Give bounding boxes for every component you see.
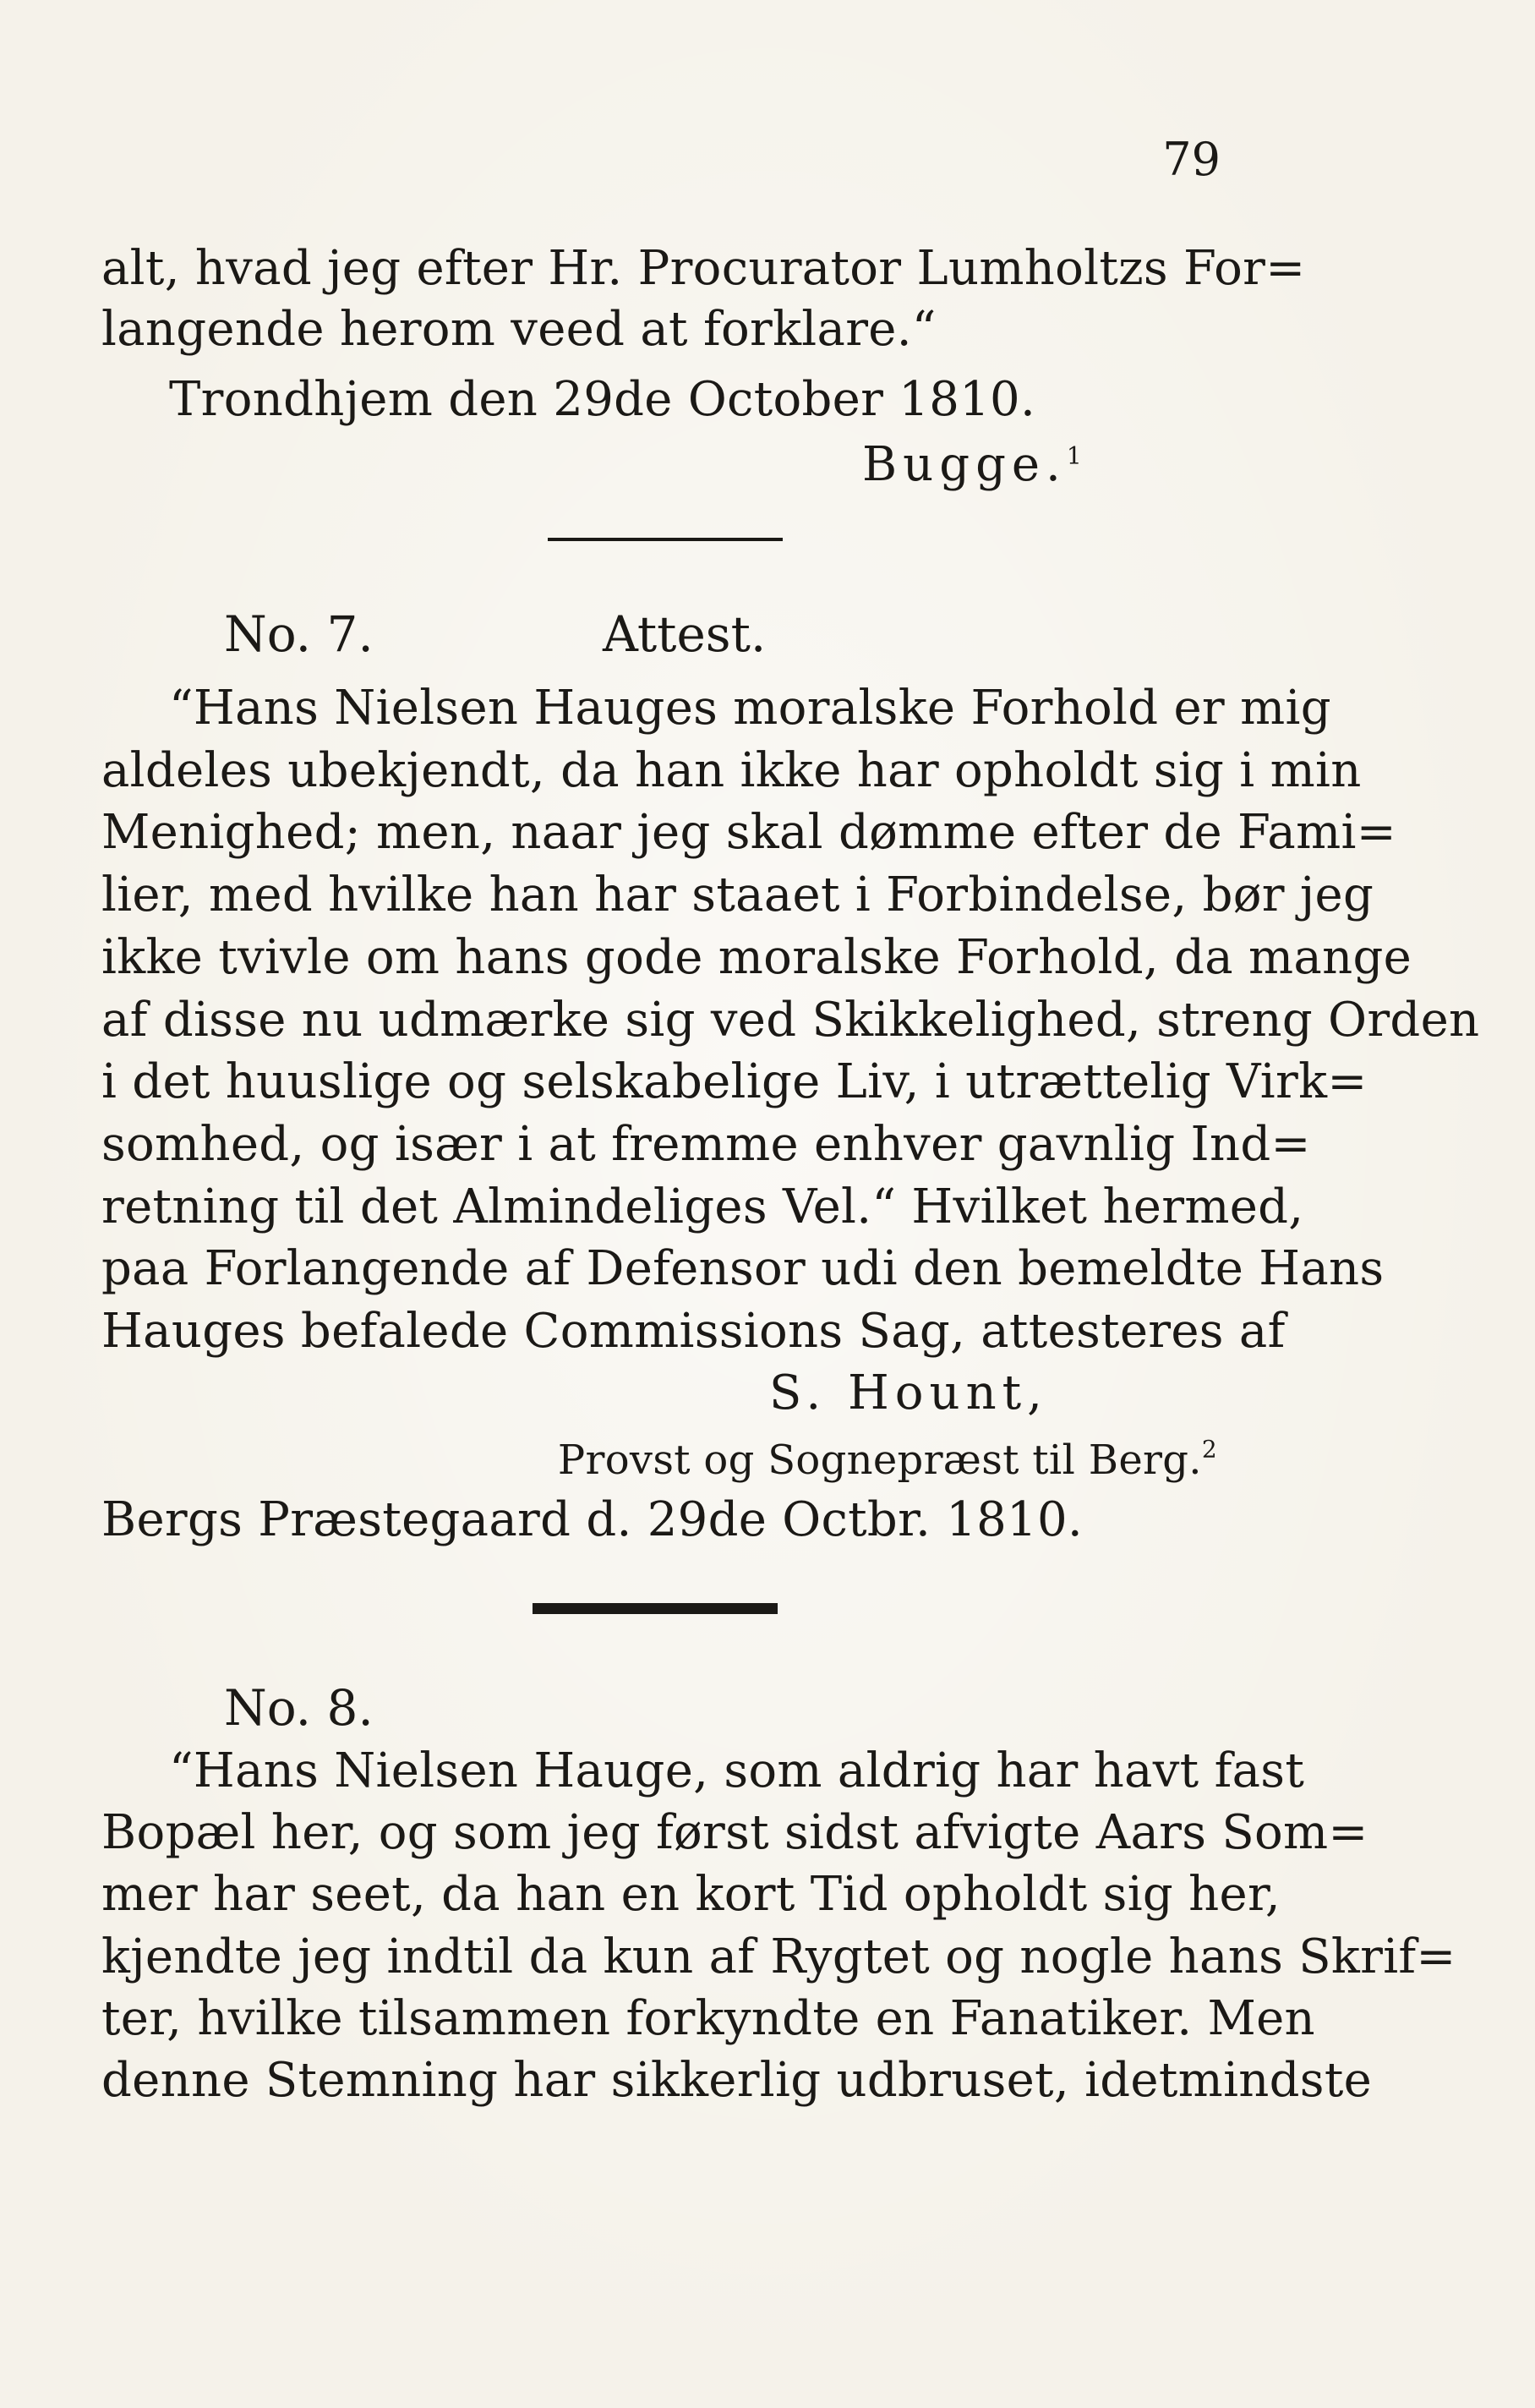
text-line: “Hans Nielsen Hauge, som aldrig har havt fast [169, 1743, 1305, 1798]
signature-title-line [507, 1429, 1217, 1490]
footnote-marker: 1 [1066, 441, 1082, 470]
text-line: “Hans Nielsen Hauges moralske Forhold er mig [169, 681, 1331, 736]
section-divider [533, 1603, 778, 1614]
section-divider [548, 538, 783, 541]
signature-name: Bugge. [862, 437, 1067, 492]
signature-name: S. Hount, [769, 1365, 1048, 1420]
date-line: Trondhjem den 29de October 1810. [169, 372, 1036, 427]
text-line: Bopæl her, og som jeg først sidst afvigte Aars Som= [101, 1805, 1368, 1860]
place-date-line: Bergs Præstegaard d. 29de Octbr. 1810. [101, 1492, 1084, 1547]
text-line: retning til det Almindeliges Vel.“ Hvilket hermed, [101, 1179, 1304, 1234]
text-line: langende herom veed at forklare.“ [101, 302, 937, 357]
text-line: af disse nu udmærke sig ved Skikkelighed, streng Orden [101, 993, 1480, 1048]
signature-title: Provst og Sognepræst til Berg. [557, 1437, 1202, 1484]
footnote-marker: 2 [1201, 1435, 1217, 1464]
text-line: somhed, og især i at fremme enhver gavnlig Ind= [101, 1117, 1311, 1172]
signature-hount [769, 1364, 1209, 1423]
text-line: lier, med hvilke han har staaet i Forbindelse, bør jeg [101, 867, 1374, 922]
page-number: 79 [1162, 133, 1221, 186]
section-title: Attest. [603, 605, 767, 663]
section-number: No. 7. [224, 605, 374, 663]
text-line: ikke tvivle om hans gode moralske Forhold, da mange [101, 930, 1412, 985]
text-line: kjendte jeg indtil da kun af Rygtet og nogle hans Skrif= [101, 1929, 1456, 1984]
text-line: denne Stemning har sikkerlig udbruset, idetmindste [101, 2053, 1373, 2108]
text-line: paa Forlangende af Defensor udi den bemeldte Hans [101, 1241, 1385, 1296]
section-number: No. 8. [224, 1679, 374, 1737]
signature-bugge [862, 435, 1200, 495]
text-line: i det huuslige og selskabelige Liv, i utrættelig Virk= [101, 1054, 1368, 1109]
text-line: aldeles ubekjendt, da han ikke har opholdt sig i min [101, 743, 1362, 798]
text-line: Menighed; men, naar jeg skal dømme efter de Fami= [101, 805, 1396, 860]
text-line: mer har seet, da han en kort Tid opholdt sig her, [101, 1867, 1281, 1922]
text-line: ter, hvilke tilsammen forkyndte en Fanatiker. Men [101, 1991, 1315, 2046]
text-line: alt, hvad jeg efter Hr. Procurator Lumholtzs For= [101, 241, 1306, 296]
text-line: Hauges befalede Commissions Sag, attesteres af [101, 1304, 1286, 1359]
